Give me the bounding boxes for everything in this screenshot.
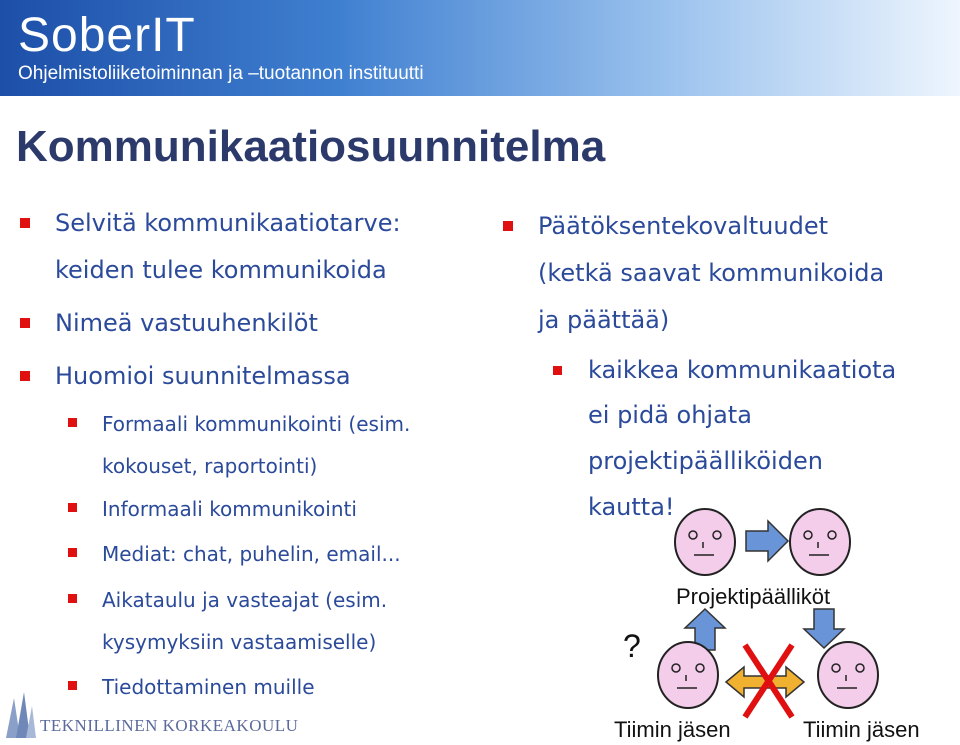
sub-bullet-text: kokouset, raportointi) (102, 454, 318, 478)
sub-bullet-text: ei pidä ohjata (588, 401, 752, 429)
member-face-right-icon (818, 642, 878, 708)
arrow-right-icon (746, 521, 788, 561)
bullet-item (20, 371, 30, 390)
pm-face-left-icon (675, 509, 735, 575)
sub-bullet-item (68, 548, 77, 567)
bullet-icon (503, 221, 513, 231)
sub-bullet-text: Informaali kommunikointi (102, 497, 357, 521)
header-banner (0, 0, 960, 96)
bullet-item (503, 221, 513, 240)
member-face-left-icon (658, 642, 718, 708)
university-name: TEKNILLINEN KORKEAKOULU (40, 716, 299, 735)
team-member-label: Tiimin jäsen (614, 717, 731, 742)
bullet-icon (68, 681, 77, 690)
bullet-icon (20, 318, 30, 328)
bullet-text: Päätöksentekovaltuudet (538, 212, 829, 240)
bullet-item (20, 318, 30, 337)
sub-bullet-text: projektipäälliköiden (588, 447, 823, 475)
slide-title: Kommunikaatiosuunnitelma (16, 122, 606, 171)
brand-name: SoberIT (18, 9, 196, 62)
sub-bullet-text: Formaali kommunikointi (esim. (102, 412, 411, 436)
pm-face-right-icon (790, 509, 850, 575)
bullet-text: Selvitä kommunikaatiotarve: (55, 209, 401, 237)
bullet-icon (20, 218, 30, 228)
bullet-text: Huomioi suunnitelmassa (55, 362, 351, 390)
university-logo-icon (4, 688, 38, 740)
pm-label: Projektipäälliköt (676, 584, 831, 609)
sub-bullet-item (68, 503, 77, 522)
team-member-label: Tiimin jäsen (803, 717, 920, 742)
sub-bullet-item (68, 594, 77, 613)
bullet-text: keiden tulee kommunikoida (55, 256, 387, 284)
bullet-item (20, 216, 30, 244)
bullet-text: (ketkä saavat kommunikoida (538, 259, 885, 287)
sub-bullet-text: Aikataulu ja vasteajat (esim. (102, 588, 388, 612)
bullet-icon (553, 366, 562, 375)
bullet-icon (20, 371, 30, 381)
sub-bullet-text: kautta! (588, 493, 675, 521)
bullet-text: ja päättää) (538, 306, 670, 334)
bullet-text: Nimeä vastuuhenkilöt (55, 309, 318, 337)
bullet-icon (68, 418, 77, 427)
sub-bullet-text: Tiedottaminen muille (102, 675, 315, 699)
institute-subtitle: Ohjelmistoliiketoiminnan ja –tuotannon instituutti (18, 63, 424, 84)
bullet-icon (68, 503, 77, 512)
sub-bullet-item (553, 366, 562, 385)
question-mark: ? (623, 628, 641, 664)
bullet-icon (68, 594, 77, 603)
bullet-icon (68, 548, 77, 557)
sub-bullet-text: Mediat: chat, puhelin, email... (102, 542, 401, 566)
sub-bullet-text: kysymyksiin vastaamiselle) (102, 630, 377, 654)
communication-diagram (600, 505, 960, 745)
sub-bullet-text: kaikkea kommunikaatiota (588, 356, 897, 384)
sub-bullet-item (68, 681, 77, 700)
arrow-down-icon (804, 609, 844, 648)
sub-bullet-item (68, 418, 77, 437)
